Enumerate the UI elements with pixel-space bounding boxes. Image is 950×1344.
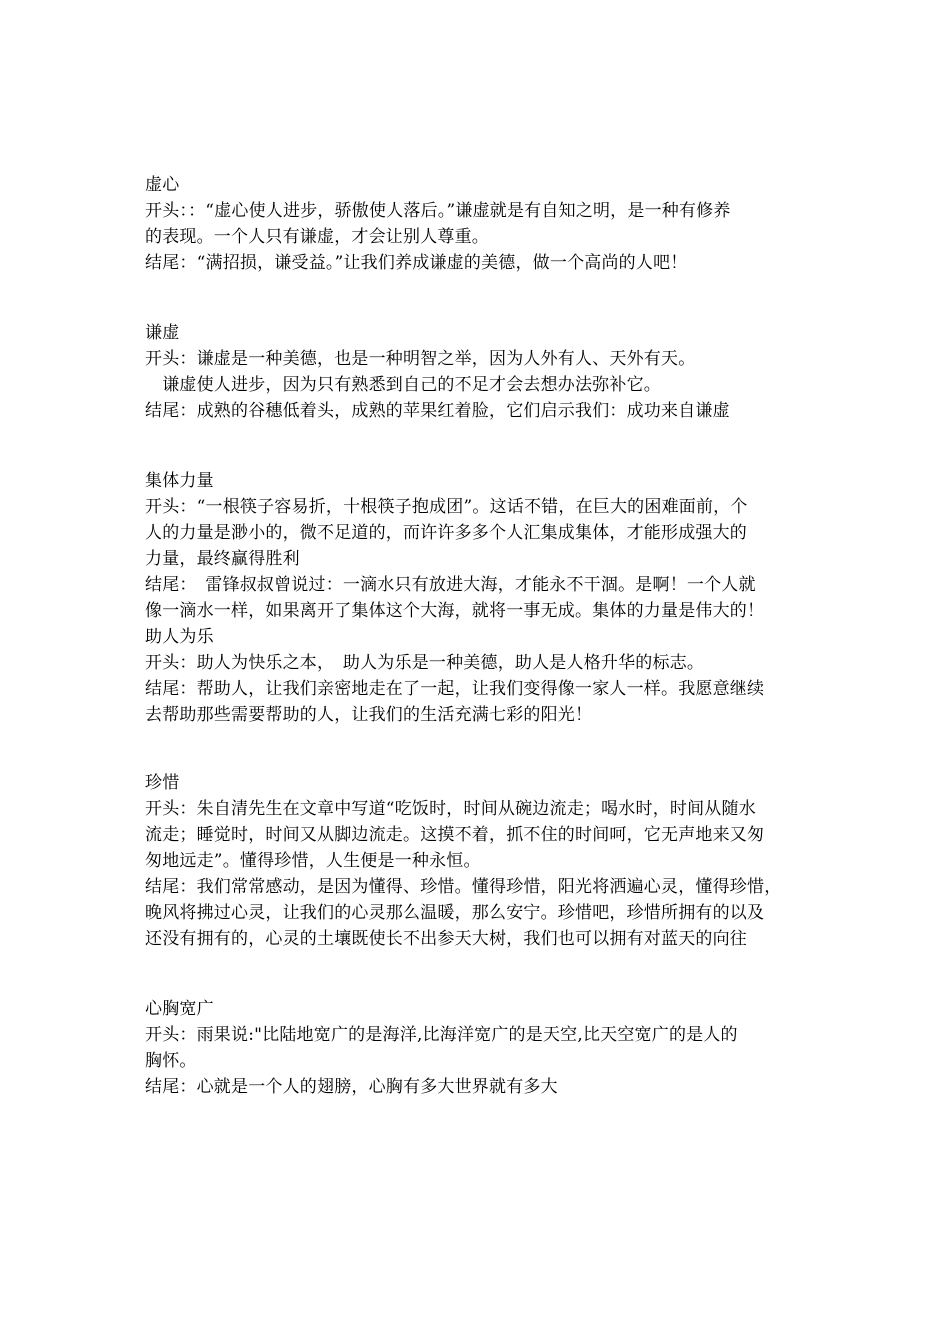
paragraph-line: 力量，最终赢得胜利 (145, 549, 300, 569)
section-title: 虚心 (145, 175, 180, 195)
section-title: 集体力量 (145, 471, 214, 491)
paragraph-line: 还没有拥有的，心灵的土壤既使长不出参天大树，我们也可以拥有对蓝天的向往 (145, 929, 747, 949)
paragraph-line: 去帮助那些需要帮助的人，让我们的生活充满七彩的阳光！ (145, 705, 593, 725)
paragraph-line: 谦虚使人进步，因为只有熟悉到自己的不足才会去想办法弥补它。 (145, 375, 661, 395)
paragraph-line: 晚风将拂过心灵，让我们的心灵那么温暖，那么安宁。珍惜吧，珍惜所拥有的以及 (145, 903, 765, 923)
paragraph-line: 胸怀。 (145, 1051, 197, 1071)
paragraph-line: 结尾：我们常常感动，是因为懂得、珍惜。懂得珍惜，阳光将洒遍心灵，懂得珍惜， (145, 877, 782, 897)
paragraph-line: 开头：朱自清先生在文章中写道“吃饭时，时间从碗边流走；喝水时，时间从随水 (145, 799, 756, 819)
paragraph-line: 流走；睡觉时，时间又从脚边流走。这摸不着，抓不住的时间呵，它无声地来又匆 (145, 825, 765, 845)
section-title: 谦虚 (145, 323, 180, 343)
paragraph-line: 匆地远走”。懂得珍惜，人生便是一种永恒。 (145, 851, 481, 871)
paragraph-line: 的表现。一个人只有谦虚，才会让别人尊重。 (145, 227, 489, 247)
paragraph-line: 结尾：成熟的谷穗低着头，成熟的苹果红着脸，它们启示我们：成功来自谦虚 (145, 401, 730, 421)
paragraph-line: 开头：谦虚是一种美德，也是一种明智之举，因为人外有人、天外有天。 (145, 349, 696, 369)
paragraph-line: 像一滴水一样，如果离开了集体这个大海，就将一事无成。集体的力量是伟大的！ (145, 601, 765, 621)
section-title: 心胸宽广 (145, 999, 214, 1019)
paragraph-line: 开头：助人为快乐之本， 助人为乐是一种美德，助人是人格升华的标志。 (145, 653, 705, 673)
paragraph-line: 结尾：心就是一个人的翅膀，心胸有多大世界就有多大 (145, 1077, 558, 1097)
paragraph-line: 人的力量是渺小的，微不足道的，而许许多多个人汇集成集体，才能形成强大的 (145, 523, 747, 543)
paragraph-line: 结尾： 雷锋叔叔曾说过：一滴水只有放进大海，才能永不干涸。是啊！一个人就 (145, 575, 756, 595)
paragraph-line: 结尾：“满招损，谦受益。”让我们养成谦虚的美德，做一个高尚的人吧！ (145, 253, 688, 273)
paragraph-line: 结尾：帮助人，让我们亲密地走在了一起，让我们变得像一家人一样。我愿意继续 (145, 679, 765, 699)
paragraph-line: 开头：：“虚心使人进步，骄傲使人落后。”谦虚就是有自知之明，是一种有修养 (145, 201, 731, 221)
section-title: 助人为乐 (145, 627, 214, 647)
paragraph-line: 开头：雨果说:"比陆地宽广的是海洋,比海洋宽广的是天空,比天空宽广的是人的 (145, 1025, 738, 1045)
paragraph-line: 开头：“一根筷子容易折，十根筷子抱成团”。这话不错，在巨大的困难面前，个 (145, 497, 748, 517)
section-title: 珍惜 (145, 773, 180, 793)
